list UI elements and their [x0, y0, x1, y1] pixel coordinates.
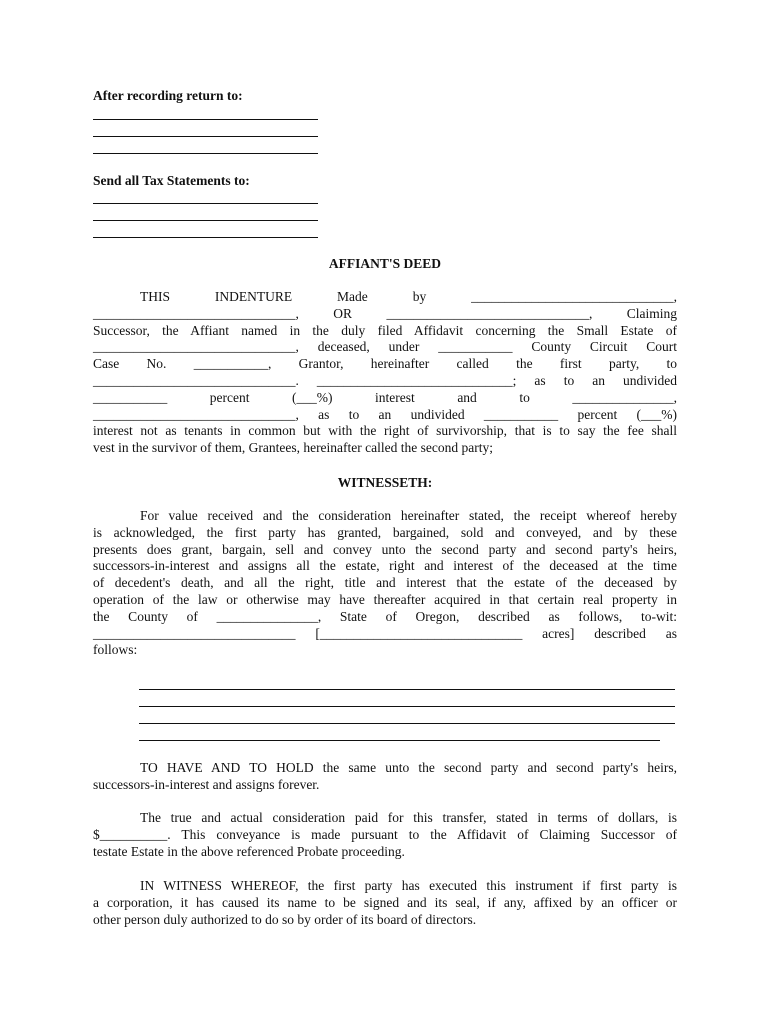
indenture-line: ______________________________. _____________________________; as to an undivided — [93, 372, 677, 388]
consideration-line: presents does grant, bargain, sell and convey unto the second party and second party's heirs, — [93, 541, 677, 557]
indenture-line: THIS INDENTURE Made by ______________________________, — [140, 289, 677, 304]
consideration-line: successors-in-interest and assigns all the estate, right and interest of the deceased at the time — [93, 558, 677, 574]
witness-whereof-line: IN WITNESS WHEREOF, the first party has executed this instrument if first party is — [140, 878, 677, 893]
consideration-line: follows: — [93, 642, 138, 658]
tax-statements-label: Send all Tax Statements to: — [93, 173, 250, 188]
indenture-line: ______________________________, deceased, under ___________ County Circuit Court — [93, 339, 677, 355]
consideration-line: For value received and the consideration hereinafter stated, the receipt whereof hereby — [140, 508, 677, 523]
witness-whereof-line: a corporation, it has caused its name to be signed and its seal, if any, affixed by an officer or — [93, 894, 677, 910]
tax-address-line-1[interactable] — [93, 203, 318, 204]
property-description-line-2[interactable] — [139, 706, 675, 707]
consideration-line: of decedent's death, and all the right, title and interest that the estate of the deceased by — [93, 575, 677, 591]
indenture-line: ______________________________, as to an undivided ___________ percent (___%) — [93, 406, 677, 422]
consideration-line: the County of _______________, State of Oregon, described as follows, to-wit: — [93, 608, 677, 624]
return-address-line-1[interactable] — [93, 119, 318, 120]
witnesseth-heading: WITNESSETH: — [337, 475, 433, 490]
indenture-paragraph — [93, 289, 677, 457]
indenture-line: interest not as tenants in common but with the right of survivorship, that is to say the fee shall — [93, 423, 677, 439]
habendum-line: successors-in-interest and assigns forever. — [93, 776, 320, 792]
witness-whereof-line: other person duly authorized to do so by order of its board of directors. — [93, 911, 477, 927]
true-consideration-line: $__________. This conveyance is made pursuant to the Affidavit of Claiming Successor of — [93, 826, 677, 842]
document-title: AFFIANT'S DEED — [328, 256, 442, 271]
return-address-line-3[interactable] — [93, 153, 318, 154]
true-consideration-line: The true and actual consideration paid for this transfer, stated in terms of dollars, is — [140, 810, 677, 825]
consideration-paragraph — [93, 508, 677, 659]
consideration-line: operation of the law or otherwise may have thereafter acquired in that certain real property in — [93, 591, 677, 607]
indenture-line: Successor, the Affiant named in the duly filed Affidavit concerning the Small Estate of — [93, 322, 677, 338]
property-description-line-1[interactable] — [139, 689, 675, 690]
property-description-line-3[interactable] — [139, 723, 675, 724]
habendum-paragraph — [93, 760, 677, 794]
tax-address-line-3[interactable] — [93, 237, 318, 238]
witness-whereof-paragraph — [93, 878, 677, 928]
consideration-line: ______________________________ [______________________________ acres] described as — [93, 625, 677, 641]
habendum-line: TO HAVE AND TO HOLD the same unto the second party and second party's heirs, — [140, 760, 677, 775]
indenture-line: ___________ percent (___%) interest and to _______________, — [93, 389, 677, 405]
property-description-line-4[interactable] — [139, 740, 660, 741]
indenture-line: ______________________________, OR ______________________________, Claiming — [93, 305, 677, 321]
indenture-line: Case No. ___________, Grantor, hereinafter called the first party, to — [93, 356, 677, 372]
consideration-line: is acknowledged, the first party has granted, bargained, sold and conveyed, and by these — [93, 524, 677, 540]
true-consideration-line: testate Estate in the above referenced Probate proceeding. — [93, 843, 405, 859]
return-label: After recording return to: — [93, 88, 243, 103]
return-address-line-2[interactable] — [93, 136, 318, 137]
indenture-line: vest in the survivor of them, Grantees, hereinafter called the second party; — [93, 440, 493, 456]
true-consideration-paragraph — [93, 810, 677, 860]
tax-address-line-2[interactable] — [93, 220, 318, 221]
